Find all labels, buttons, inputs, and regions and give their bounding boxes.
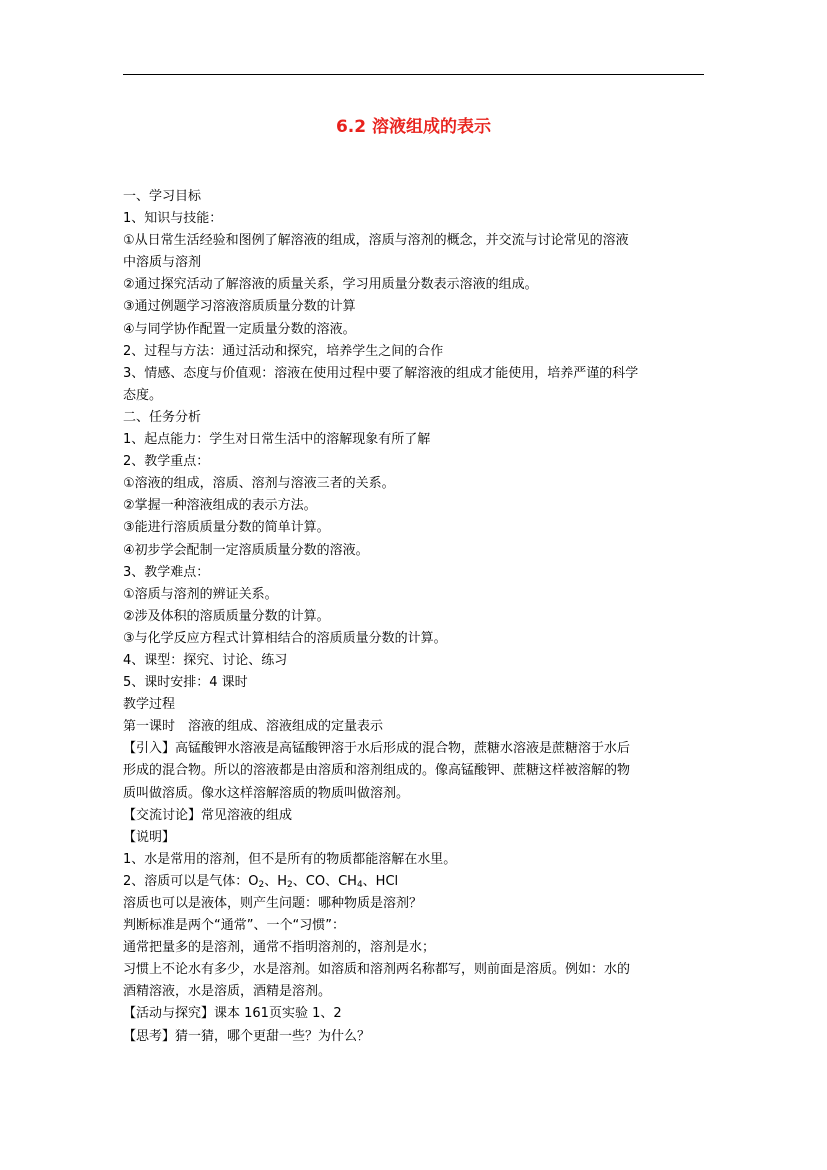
text-line: 中溶质与溶剂	[123, 255, 202, 271]
text-line: 1、知识与技能：	[123, 211, 223, 227]
gas-line-part: 、H	[264, 873, 288, 889]
gas-line-suffix: 、HCl	[362, 873, 399, 889]
text-line: 3、教学难点：	[123, 564, 210, 580]
header-rule	[123, 74, 704, 75]
text-line: 判断标准是两个“通常”、一个“习惯”：	[123, 918, 345, 934]
text-line: ②涉及体积的溶质质量分数的计算。	[123, 608, 330, 624]
gas-solutes-line	[123, 871, 713, 893]
text-line: 【说明】	[123, 829, 176, 845]
text-line: ③能进行溶质质量分数的简单计算。	[123, 520, 330, 536]
subscript: 2	[287, 879, 293, 890]
text-line: ①溶液的组成，溶质、溶剂与溶液三者的关系。	[123, 476, 395, 492]
text-line: 形成的混合物。所以的溶液都是由溶质和溶剂组成的。像高锰酸钾、蔗糖这样被溶解的物	[123, 763, 631, 779]
text-line: ①溶质与溶剂的辨证关系。	[123, 586, 278, 602]
text-line: 【交流讨论】常见溶液的组成	[123, 807, 293, 823]
text-line: ①从日常生活经验和图例了解溶液的组成，溶质与溶剂的概念，并交流与讨论常见的溶液	[123, 233, 629, 249]
text-line: ③通过例题学习溶液溶质质量分数的计算	[123, 299, 356, 315]
text-line: 1、起点能力：学生对日常生活中的溶解现象有所了解	[123, 432, 431, 448]
text-line: 酒精溶液，水是溶质，酒精是溶剂。	[123, 984, 332, 1000]
text-line: 教学过程	[123, 697, 176, 713]
text-line: 4、课型：探究、讨论、练习	[123, 652, 288, 668]
text-line: 1、水是常用的溶剂，但不是所有的物质都能溶解在水里。	[123, 851, 457, 867]
text-line: 【活动与探究】课本 161页实验 1、2	[123, 1006, 342, 1022]
text-line: 3、情感、态度与价值观：溶液在使用过程中要了解溶液的组成才能使用，培养严谨的科学	[123, 365, 639, 381]
subscript: 2	[258, 879, 265, 890]
document-body	[123, 186, 713, 1048]
text-line: 通常把量多的是溶剂，通常不指明溶剂的，溶剂是水；	[123, 940, 436, 956]
text-line: 【引入】高锰酸钾水溶液是高锰酸钾溶于水后形成的混合物，蔗糖水溶液是蔗糖溶于水后	[123, 741, 631, 757]
text-line: 2、教学重点：	[123, 454, 210, 470]
text-line: 5、课时安排：4 课时	[123, 675, 248, 691]
text-line: ②掌握一种溶液组成的表示方法。	[123, 498, 317, 514]
text-line: 二、任务分析	[123, 409, 202, 425]
page-title: 6.2 溶液组成的表示	[335, 117, 492, 137]
text-line: 2、过程与方法：通过活动和探究，培养学生之间的合作	[123, 343, 444, 359]
text-line: 第一课时 溶液的组成、溶液组成的定量表示	[123, 719, 384, 735]
gas-line-prefix: 2、溶质可以是气体：O	[123, 873, 259, 889]
text-line: ③与化学反应方程式计算相结合的溶质质量分数的计算。	[123, 630, 447, 646]
text-line: 【思考】猜一猜，哪个更甜一些？为什么？	[123, 1028, 371, 1044]
subscript: 4	[356, 879, 363, 890]
text-line: 态度。	[123, 387, 163, 403]
text-line: ④与同学协作配置一定质量分数的溶液。	[123, 321, 356, 337]
text-line: 习惯上不论水有多少，水是溶剂。如溶质和溶剂两名称都写，则前面是溶质。例如：水的	[123, 962, 631, 978]
text-line: 溶质也可以是液体，则产生问题：哪种物质是溶剂？	[123, 896, 423, 911]
text-line: ②通过探究活动了解溶液的质量关系，学习用质量分数表示溶液的组成。	[123, 277, 538, 293]
text-line: ④初步学会配制一定溶质质量分数的溶液。	[123, 542, 369, 558]
text-line: 质叫做溶质。像水这样溶解溶质的物质叫做溶剂。	[123, 785, 410, 801]
gas-line-part: 、CO、CH	[292, 873, 357, 889]
text-line: 一、学习目标	[123, 189, 202, 204]
